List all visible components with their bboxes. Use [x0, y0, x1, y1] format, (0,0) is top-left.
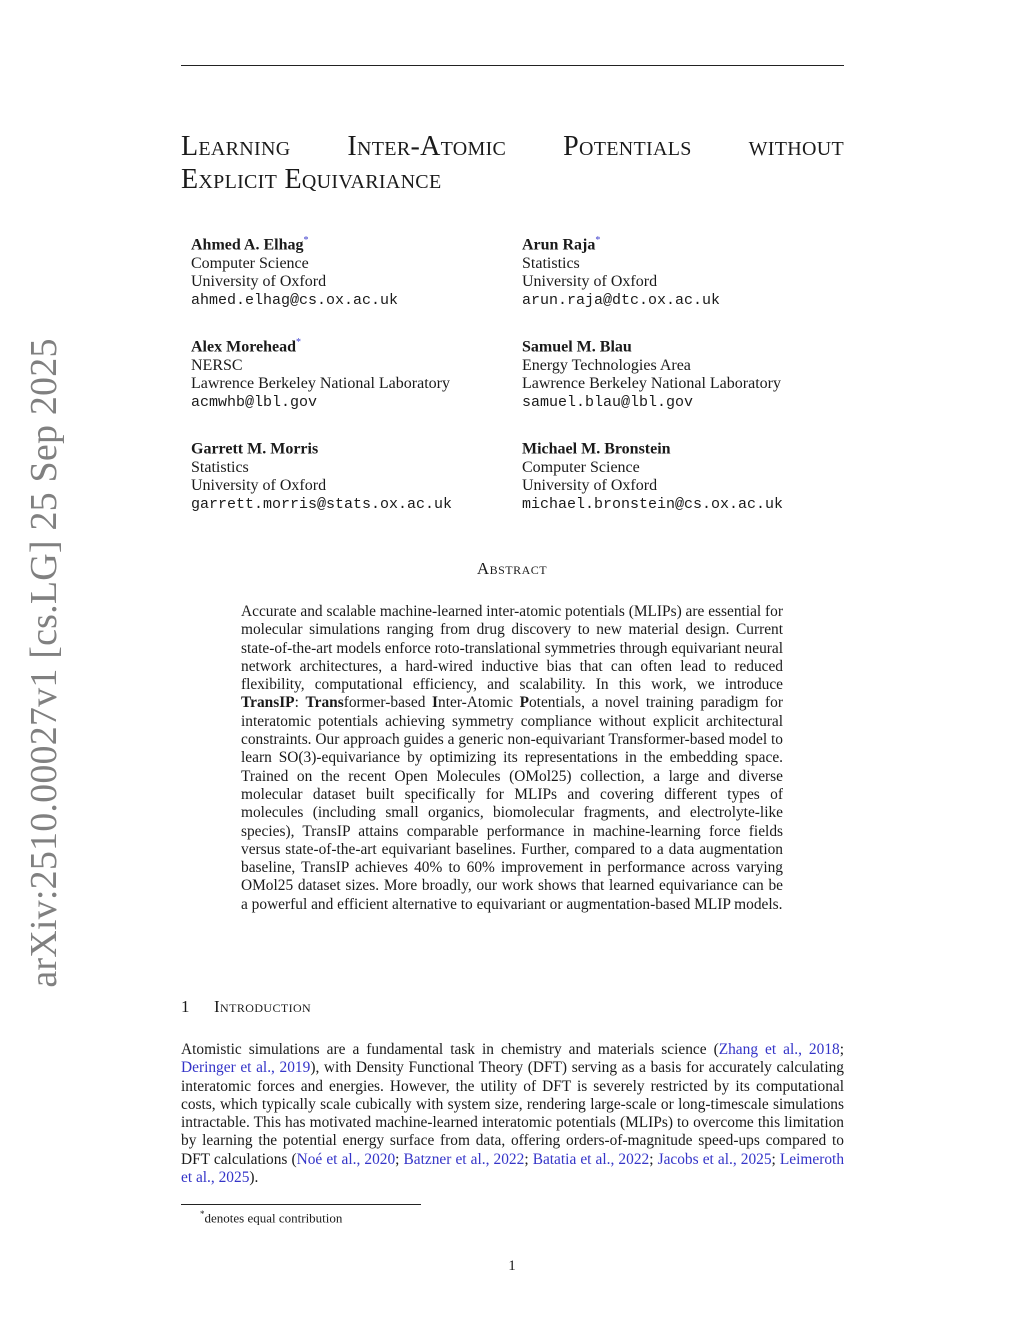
author-block — [191, 436, 452, 514]
arxiv-stamp[interactable]: arXiv:2510.00027v1 [cs.LG] 25 Sep 2025 — [23, 338, 65, 988]
author-email[interactable]: ahmed.elhag@cs.ox.ac.uk — [191, 291, 399, 309]
citation-link[interactable]: Batatia et al., 2022 — [532, 1150, 650, 1168]
transip-bold: TransIP — [241, 694, 295, 712]
arxiv-stamp-region — [0, 0, 100, 1325]
author-name: Samuel M. Blau — [522, 338, 632, 356]
citation-link[interactable]: Jacobs et al., 2025 — [657, 1150, 772, 1168]
author-dept: Statistics — [191, 458, 249, 476]
title-line-1: Learning Inter-Atomic Potentials without — [181, 131, 844, 162]
author-name: Alex Morehead* — [191, 337, 302, 356]
author-org: University of Oxford — [522, 477, 658, 495]
section-heading — [181, 997, 311, 1017]
citation-link[interactable]: Batzner et al., 2022 — [403, 1150, 525, 1168]
author-block — [191, 232, 398, 310]
footnote: *denotes equal contribution — [200, 1209, 343, 1226]
author-email[interactable]: garrett.morris@stats.ox.ac.uk — [191, 495, 453, 513]
author-org: Lawrence Berkeley National Laboratory — [191, 375, 450, 393]
author-block — [522, 232, 720, 310]
author-name: Arun Raja* — [522, 235, 601, 254]
author-org: University of Oxford — [191, 477, 327, 495]
author-block — [522, 334, 781, 412]
section-number: 1 — [181, 997, 190, 1016]
abstract-heading: Abstract — [476, 559, 548, 578]
author-name: Ahmed A. Elhag* — [191, 235, 309, 254]
author-block — [522, 436, 783, 514]
section-title: Introduction — [214, 997, 312, 1016]
abstract-body: Accurate and scalable machine-learned inter-atomic potentials (MLIPs) are essential for molecular simulations ranging from drug discovery to new material design. Current state-of-the-art models enforce roto-translational symmetries through equivariant neural network architectures, a hard-wired inductive bias that can often lead to reduced flexibility, computational efficiency, and scalability. In this work, we introduce TransIP: Transformer-based Inter-Atomic Potentials, a novel training paradigm for interatomic potentials achieving symmetry compliance without explicit architectural constraints. Our approach guides a generic non-equivariant Transformer-based model to learn SO(3)-equivariance by optimizing its representations in the embedding space. Trained on the recent Open Molecules (OMol25) collection, a large and diverse molecular dataset built specifically for MLIPs and covering different types of molecules (including small organics, biomolecular fragments, and electrolyte-like species), TransIP attains comparable performance in machine-learning force fields versus state-of-the-art equivariant baselines. Further, compared to a data augmentation baseline, TransIP achieves 40% to 60% improvement in performance across varying OMol25 dataset sizes. More broadly, our work shows that learned equivariance can be a powerful and efficient alternative to equivariant or augmentation-based MLIP models. — [241, 603, 783, 913]
page-number: 1 — [508, 1258, 516, 1274]
header-rule — [181, 65, 844, 66]
citation-link[interactable]: Zhang et al., 2018 — [718, 1041, 840, 1058]
author-email[interactable]: arun.raja@dtc.ox.ac.uk — [522, 291, 721, 309]
author-dept: NERSC — [191, 356, 243, 374]
author-org: University of Oxford — [191, 273, 327, 291]
citation-link[interactable]: Leimeroth et al., 2025 — [181, 1150, 845, 1187]
author-org: University of Oxford — [522, 273, 658, 291]
author-dept: Computer Science — [191, 254, 309, 272]
intro-paragraph: Atomistic simulations are a fundamental task in chemistry and materials science (Zhang et al., 2018; Deringer et al., 2019), with Density Functional Theory (DFT) serving as a basis for accurately calculating interatomic forces and energies. However, the utility of DFT is severely restricted by its computational costs, which typically scale cubically with system size, rendering large-scale or long-timescale simulations intractable. This has motivated machine-learned interatomic potentials (MLIPs) to overcome this limitation by learning the potential energy surface from data, offering orders-of-magnitude speed-ups compared to DFT calculations (Noé et al., 2020; Batzner et al., 2022; Batatia et al., 2022; Jacobs et al., 2025; Leimeroth et al., 2025). — [181, 1041, 845, 1187]
author-email[interactable]: michael.bronstein@cs.ox.ac.uk — [522, 495, 784, 513]
citation-link[interactable]: Deringer et al., 2019 — [181, 1059, 311, 1077]
citation-link[interactable]: Noé et al., 2020 — [296, 1150, 396, 1168]
author-email[interactable]: samuel.blau@lbl.gov — [522, 393, 694, 411]
author-dept: Statistics — [522, 254, 580, 272]
paper-title — [181, 130, 844, 196]
author-name: Michael M. Bronstein — [522, 440, 671, 458]
footnote-rule — [181, 1204, 421, 1205]
author-email[interactable]: acmwhb@lbl.gov — [191, 393, 318, 411]
author-block — [191, 334, 450, 412]
author-dept: Computer Science — [522, 458, 640, 476]
author-dept: Energy Technologies Area — [522, 356, 691, 374]
author-org: Lawrence Berkeley National Laboratory — [522, 375, 781, 393]
author-name: Garrett M. Morris — [191, 440, 319, 458]
title-line-2: Explicit Equivariance — [181, 164, 442, 195]
